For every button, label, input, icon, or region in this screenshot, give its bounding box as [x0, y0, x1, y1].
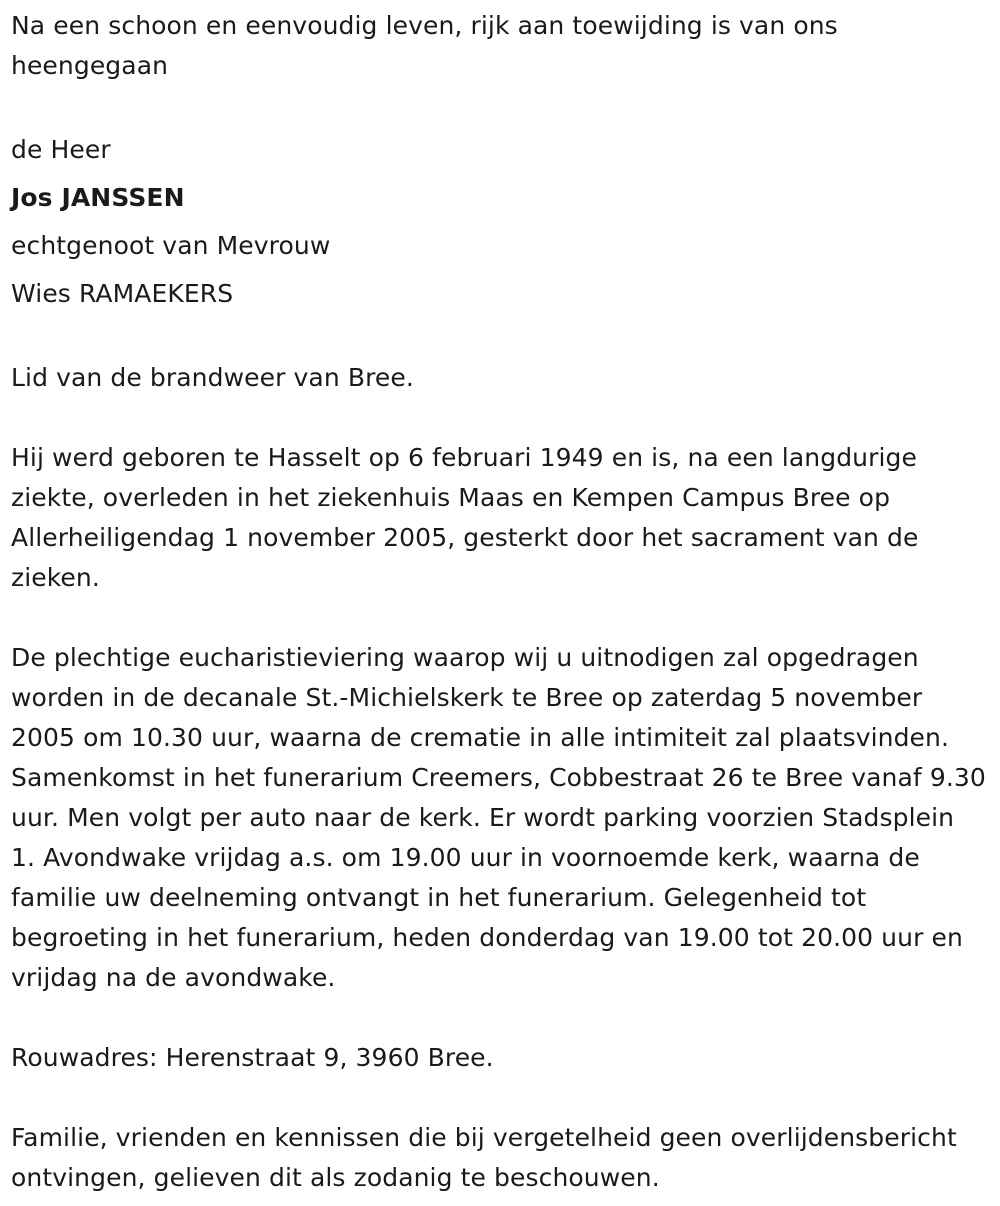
membership-paragraph: Lid van de brandweer van Bree. [11, 363, 414, 392]
spacer [11, 398, 986, 438]
honorific: de Heer [11, 135, 111, 164]
address-paragraph: Rouwadres: Herenstraat 9, 3960 Bree. [11, 1043, 494, 1072]
intro-paragraph: Na een schoon en eenvoudig leven, rijk aan toewijding is van ons heengegaan [11, 11, 838, 80]
ceremony-paragraph: De plechtige eucharistieviering waarop wij u uitnodigen zal opgedragen worden in de decanale St.-Michielskerk te Bree op zaterdag 5 november 2005 om 10.30 uur, waarna de crematie in alle intimiteit zal plaatsvinden. Samenkomst in het funerarium Creemers, Cobbestraat 26 te Bree vanaf 9.30 uur. Men volgt per auto naar de kerk. Er wordt parking voorzien Stadsplein 1. Avondwake vrijdag a.s. om 19.00 uur in voornoemde kerk, waarna de familie uw deelneming ontvangt in het funerarium. Gelegenheid tot begroeting in het funerarium, heden donderdag van 19.00 tot 20.00 uur en vrijdag na de avondwake. [11, 643, 986, 992]
spouse-line-2: Wies RAMAEKERS [11, 279, 234, 308]
closing-paragraph: Familie, vrienden en kennissen die bij vergetelheid geen overlijdensbericht ontvingen, gelieven dit als zodanig te beschouwen. [11, 1123, 957, 1192]
spacer [11, 318, 986, 358]
deceased-name: Jos JANSSEN [11, 183, 185, 212]
spacer [11, 1078, 986, 1118]
spouse-line-1: echtgenoot van Mevrouw [11, 231, 331, 260]
spacer [11, 86, 986, 126]
spacer [11, 998, 986, 1038]
birth-death-paragraph: Hij werd geboren te Hasselt op 6 februari 1949 en is, na een langdurige ziekte, overleden in het ziekenhuis Maas en Kempen Campus Bree op Allerheiligendag 1 november 2005, gesterkt door het sacrament van de zieken. [11, 443, 919, 592]
obituary-notice [11, 6, 986, 1198]
spacer [11, 598, 986, 638]
